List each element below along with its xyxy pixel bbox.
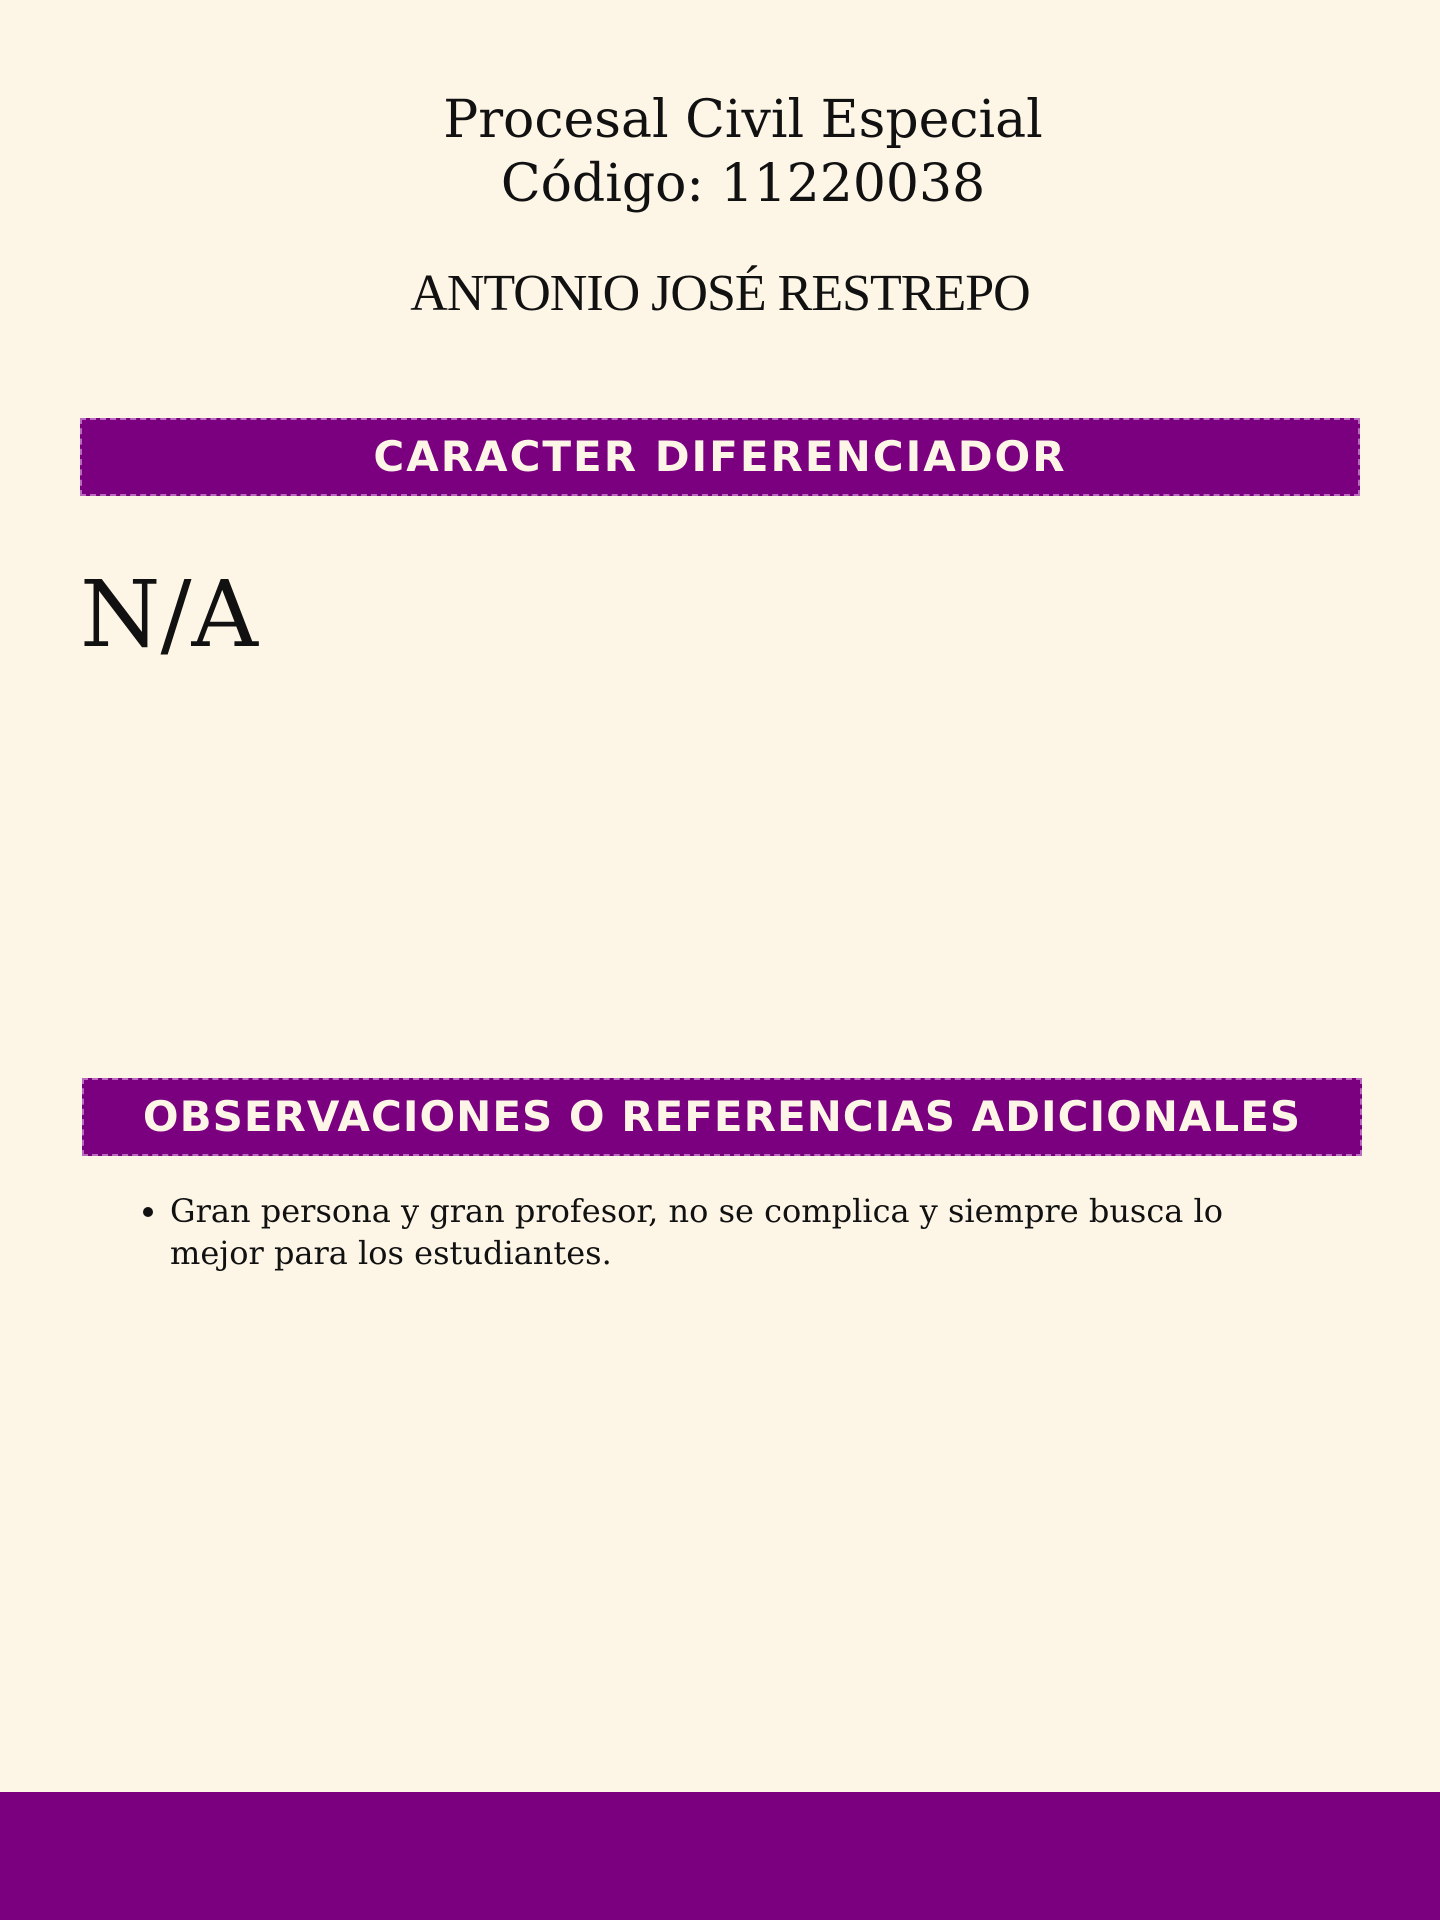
course-code: Código: 11220038: [500, 154, 986, 214]
footer-bar: [0, 1792, 1440, 1920]
course-title: Procesal Civil Especial: [443, 90, 1043, 150]
section-header-observations: OBSERVACIONES O REFERENCIAS ADICIONALES: [82, 1078, 1362, 1156]
title-block: [0, 88, 1440, 216]
professor-name: ANTONIO JOSÉ RESTREPO: [410, 265, 1030, 322]
observations-list: [138, 1190, 1320, 1274]
section-header-distinctive: CARACTER DIFERENCIADOR: [80, 418, 1360, 496]
distinctive-value: N/A: [80, 561, 258, 668]
observation-item: • Gran persona y gran profesor, no se complica y siempre busca lo mejor para los estudiantes.: [170, 1190, 1320, 1274]
